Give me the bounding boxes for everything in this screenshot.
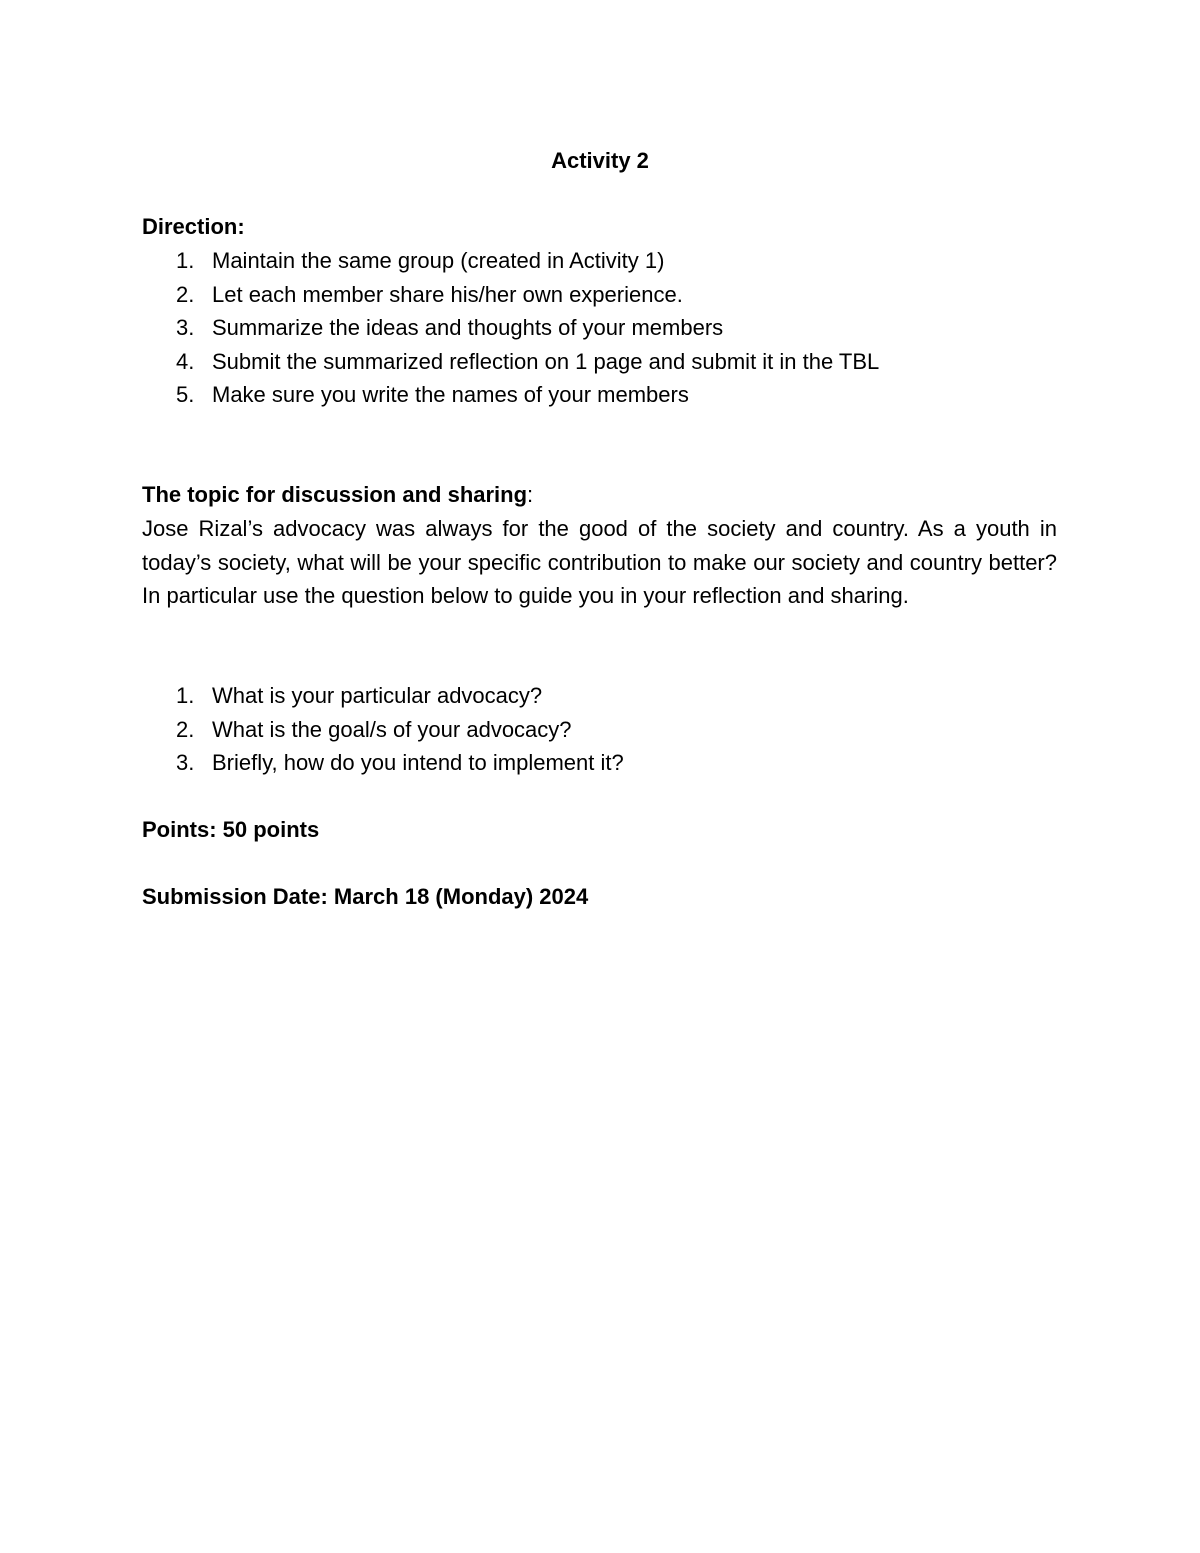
direction-heading: Direction: bbox=[142, 214, 245, 239]
list-item bbox=[142, 313, 879, 347]
submission-date-line: Submission Date: March 18 (Monday) 2024 bbox=[142, 884, 589, 909]
list-item bbox=[142, 715, 624, 749]
topic-heading bbox=[142, 480, 533, 510]
list-item bbox=[142, 347, 879, 381]
list-number: 2. bbox=[176, 716, 195, 742]
list-number: 1. bbox=[176, 683, 195, 708]
list-number: 5. bbox=[176, 382, 195, 407]
list-number: 2. bbox=[176, 281, 195, 307]
list-item bbox=[142, 681, 624, 715]
list-item-text: What is your particular advocacy? bbox=[212, 683, 543, 708]
document-title: Activity 2 bbox=[551, 148, 649, 173]
topic-paragraph: Jose Rizal’s advocacy was always for the good of the society and country. As a youth in today’s society, what will be your specific contribution to make our society and country better? In particular use the question below to guide you in your reflection and sharing. bbox=[142, 516, 1057, 608]
points-line: Points: 50 points bbox=[142, 817, 320, 842]
list-item-text: Briefly, how do you intend to implement it? bbox=[212, 750, 624, 775]
list-item bbox=[142, 380, 879, 414]
list-item bbox=[142, 246, 879, 280]
list-item-text: Submit the summarized reflection on 1 page and submit it in the TBL bbox=[212, 348, 880, 374]
list-number: 1. bbox=[176, 248, 195, 273]
list-item-text: Summarize the ideas and thoughts of your members bbox=[212, 315, 724, 340]
list-item-text: Maintain the same group (created in Activity 1) bbox=[212, 248, 665, 273]
list-number: 3. bbox=[176, 750, 195, 775]
directions-list bbox=[142, 246, 879, 414]
topic-heading-colon: : bbox=[527, 482, 534, 507]
list-item-text: Let each member share his/her own experience. bbox=[212, 281, 683, 307]
questions-list bbox=[142, 681, 624, 782]
list-item-text: Make sure you write the names of your members bbox=[212, 382, 689, 407]
list-item bbox=[142, 280, 879, 314]
list-item-text: What is the goal/s of your advocacy? bbox=[212, 716, 572, 742]
list-item bbox=[142, 748, 624, 782]
list-number: 4. bbox=[176, 348, 195, 374]
list-number: 3. bbox=[176, 315, 195, 340]
topic-heading-text: The topic for discussion and sharing bbox=[142, 482, 528, 507]
